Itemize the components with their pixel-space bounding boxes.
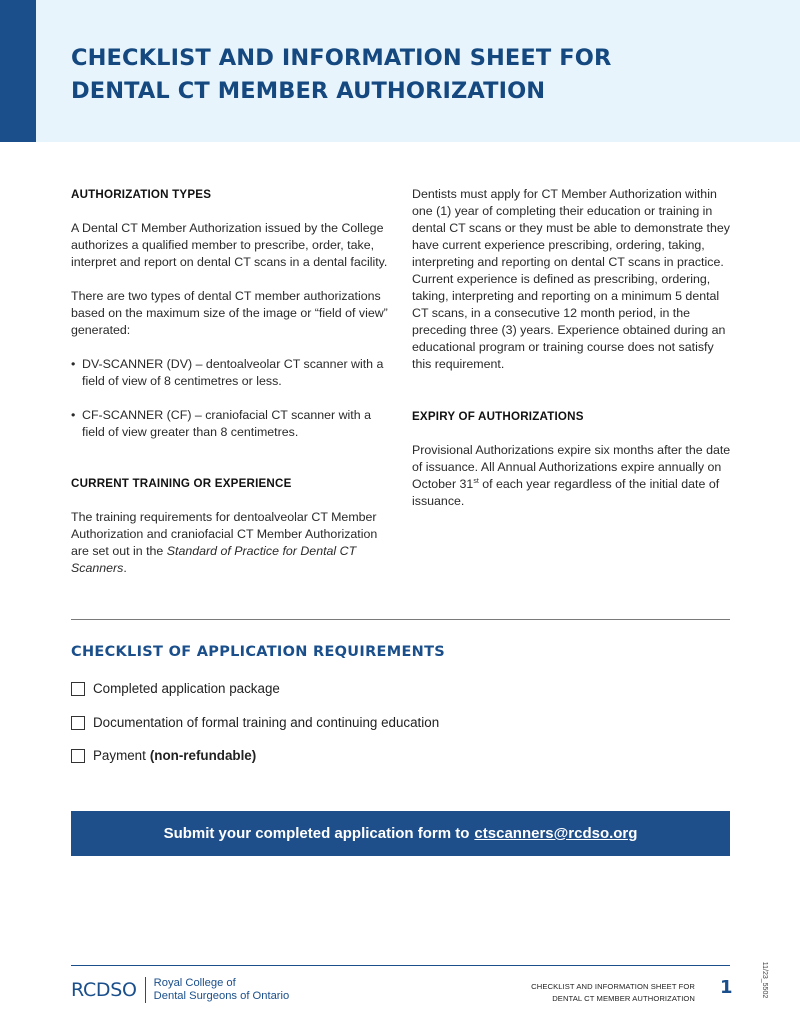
checklist-item-application-package[interactable]: [71, 681, 280, 696]
authorization-types-paragraph-2: There are two types of dental CT member authorizations based on the maximum size of the image or “field of view” generated:: [71, 289, 388, 337]
page-title-line1: CHECKLIST AND INFORMATION SHEET FOR: [71, 45, 612, 71]
submit-email-link[interactable]: ctscanners@rcdso.org: [474, 825, 638, 842]
bullet-dv-scanner: • DV-SCANNER (DV) – dentoalveolar CT scanner with a field of view of 8 centimetres or less.: [71, 356, 391, 390]
document-code: 11/23_5502: [761, 961, 768, 999]
training-heading: CURRENT TRAINING OR EXPERIENCE: [71, 477, 292, 490]
training-paragraph: [71, 509, 391, 577]
bullet-cf-scanner: • CF-SCANNER (CF) – craniofacial CT scanner with a field of view greater than 8 centimetres.: [71, 407, 391, 441]
page-title-line2: DENTAL CT MEMBER AUTHORIZATION: [71, 78, 546, 104]
page-title: [71, 42, 721, 108]
footer-divider: [71, 965, 730, 966]
footer-caption-line1: CHECKLIST AND INFORMATION SHEET FOR: [531, 982, 695, 991]
authorization-types-heading: AUTHORIZATION TYPES: [71, 188, 212, 201]
section-divider: [71, 619, 730, 620]
left-column: [71, 186, 391, 594]
experience-paragraph: Dentists must apply for CT Member Authorization within one (1) year of completing their education or training in dental CT scans or they must be able to demonstrate they have current experience prescribing, ordering, taking, interpreting and reporting on dental CT scans in practice. Current experience is defined as prescribing, ordering, taking, interpreting and reporting on a minimum 5 dental CT scans, in a consecutive 12 month period, in the preceding three (3) years. Experience obtained during an educational program or training course does not satisfy this requirement.: [412, 187, 730, 371]
rcdso-logo: [71, 977, 289, 1003]
checklist-item-label: Documentation of formal training and continuing education: [93, 715, 440, 730]
checklist-item-note: (non-refundable): [149, 748, 257, 763]
header-accent-bar: [0, 0, 36, 142]
checklist-item-payment[interactable]: [71, 748, 256, 763]
right-column: [412, 186, 732, 527]
checkbox[interactable]: [71, 682, 85, 696]
checklist-title: CHECKLIST OF APPLICATION REQUIREMENTS: [71, 644, 446, 660]
training-text-end: .: [123, 561, 127, 575]
expiry-heading: EXPIRY OF AUTHORIZATIONS: [412, 410, 584, 423]
expiry-text-start: Provisional Authorizations expire six months after the date of issuance. All Annual Authorizations expire annually on October 31: [412, 443, 731, 491]
checklist-item-label: Payment: [93, 748, 146, 763]
expiry-text-end: of each year regardless of the initial date of issuance.: [412, 477, 720, 508]
checkbox[interactable]: [71, 716, 85, 730]
logo-name-line1: Royal College of: [153, 977, 236, 989]
logo-mark: RCDSO: [71, 977, 146, 1003]
expiry-paragraph: [412, 442, 732, 510]
checklist-item-label: Completed application package: [93, 681, 280, 696]
footer-caption-line2: DENTAL CT MEMBER AUTHORIZATION: [552, 994, 695, 1003]
authorization-types-paragraph-1: A Dental CT Member Authorization issued by the College authorizes a qualified member to prescribe, order, take, interpret and report on dental CT scans in a dental facility.: [71, 221, 388, 269]
logo-name-line2: Dental Surgeons of Ontario: [153, 990, 290, 1002]
logo-name: [146, 977, 290, 1003]
expiry-superscript: st: [473, 477, 479, 485]
submit-banner: [71, 811, 730, 856]
checkbox[interactable]: [71, 749, 85, 763]
checklist-item-training-documentation[interactable]: [71, 715, 439, 730]
footer-caption: [531, 981, 695, 1005]
standard-of-practice-title: Standard of Practice for Dental CT Scanners: [71, 544, 357, 575]
page-number: 1: [720, 977, 733, 998]
training-text-start: The training requirements for dentoalveolar CT Member Authorization and craniofacial CT Member Authorization are set out in the: [71, 510, 378, 558]
submit-text: Submit your completed application form to: [163, 825, 470, 842]
